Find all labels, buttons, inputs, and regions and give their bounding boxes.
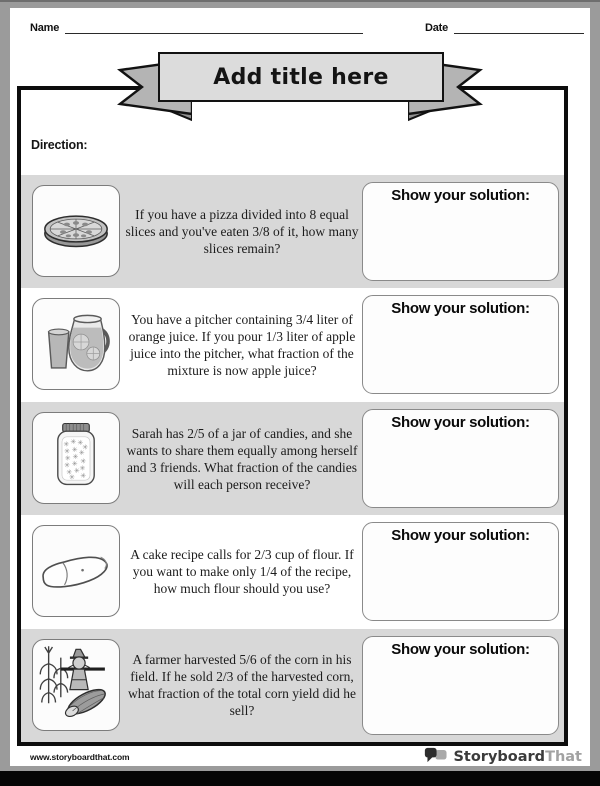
solution-label: Show your solution: xyxy=(391,527,530,545)
problem-image-box xyxy=(32,298,120,390)
page-title[interactable]: Add title here xyxy=(213,64,389,90)
svg-text:✳: ✳ xyxy=(80,457,87,466)
worksheet-page xyxy=(10,8,590,766)
solution-label: Show your solution: xyxy=(391,187,530,204)
name-line[interactable] xyxy=(65,20,363,34)
title-banner-box[interactable] xyxy=(158,52,444,102)
solution-label: Show your solution: xyxy=(391,413,530,431)
solution-box[interactable] xyxy=(362,182,559,281)
svg-text:✳: ✳ xyxy=(69,473,75,482)
problem-text: You have a pitcher containing 3/4 liter of orange juice. If you pour 1/3 liter of apple juice into the pitcher, what fraction of the mixture is now apple juice? xyxy=(128,312,356,379)
problem-text: A farmer harvested 5/6 of the corn in his field. If he sold 2/3 of the harvested corn, what fraction of the total corn yield did he sell? xyxy=(128,652,356,719)
problem-image-box xyxy=(32,639,120,731)
solution-box[interactable] xyxy=(362,636,559,735)
svg-text:✳: ✳ xyxy=(79,464,86,473)
date-line[interactable] xyxy=(454,20,584,34)
corn-scarecrow-icon xyxy=(38,641,114,728)
problem-text: Sarah has 2/5 of a jar of candies, and she wants to share them equally among herself and 3 friends. What fraction of the candies will each person receive? xyxy=(126,425,358,492)
svg-text:✳: ✳ xyxy=(64,447,70,456)
svg-text:✳: ✳ xyxy=(70,438,77,447)
juice-pitcher-icon xyxy=(40,306,112,383)
problem-image-box xyxy=(32,412,120,504)
footer-url[interactable]: www.storyboardthat.com xyxy=(30,752,130,762)
svg-text:✳: ✳ xyxy=(82,443,89,452)
candy-jar-icon xyxy=(41,415,111,500)
svg-text:✳: ✳ xyxy=(77,439,84,448)
name-field[interactable] xyxy=(30,20,363,34)
svg-text:✳: ✳ xyxy=(66,468,73,477)
logo-text: StoryboardThat xyxy=(453,748,582,765)
flour-icon xyxy=(35,543,117,599)
solution-box[interactable] xyxy=(362,522,559,621)
problem-row xyxy=(21,175,564,288)
bottom-black-bar xyxy=(0,771,600,786)
problem-list xyxy=(21,175,564,742)
problem-row xyxy=(21,629,564,742)
storyboardthat-logo[interactable] xyxy=(424,746,582,767)
svg-text:✳: ✳ xyxy=(73,467,80,476)
worksheet-body xyxy=(17,86,568,746)
problem-text: If you have a pizza divided into 8 equal slices and you've eaten 3/8 of it, how many slices remain? xyxy=(125,207,359,257)
svg-text:✳: ✳ xyxy=(80,472,87,481)
svg-text:✳: ✳ xyxy=(78,449,85,458)
problem-image-box xyxy=(32,185,120,277)
date-label: Date xyxy=(425,22,449,34)
pizza-icon xyxy=(38,200,114,263)
solution-box[interactable] xyxy=(362,295,559,394)
direction-label[interactable]: Direction: xyxy=(31,138,88,152)
date-field[interactable] xyxy=(425,20,584,34)
problem-row xyxy=(21,515,564,628)
page-edge-shadow xyxy=(0,0,600,2)
problem-image-box xyxy=(32,525,120,617)
problem-text: A cake recipe calls for 2/3 cup of flour. If you want to make only 1/4 of the recipe, how much flour should you use? xyxy=(130,547,354,597)
svg-text:✳: ✳ xyxy=(64,454,71,463)
problem-row xyxy=(21,288,564,401)
svg-text:✳: ✳ xyxy=(71,460,78,469)
speech-bubbles-icon xyxy=(424,746,450,767)
solution-box[interactable] xyxy=(362,409,559,508)
solution-label: Show your solution: xyxy=(391,300,530,318)
name-label: Name xyxy=(30,22,60,34)
svg-text:✳: ✳ xyxy=(64,461,70,470)
svg-text:✳: ✳ xyxy=(71,446,78,455)
svg-text:✳: ✳ xyxy=(63,440,70,449)
problem-row xyxy=(21,402,564,515)
solution-label: Show your solution: xyxy=(391,640,530,658)
svg-text:✳: ✳ xyxy=(72,453,79,462)
